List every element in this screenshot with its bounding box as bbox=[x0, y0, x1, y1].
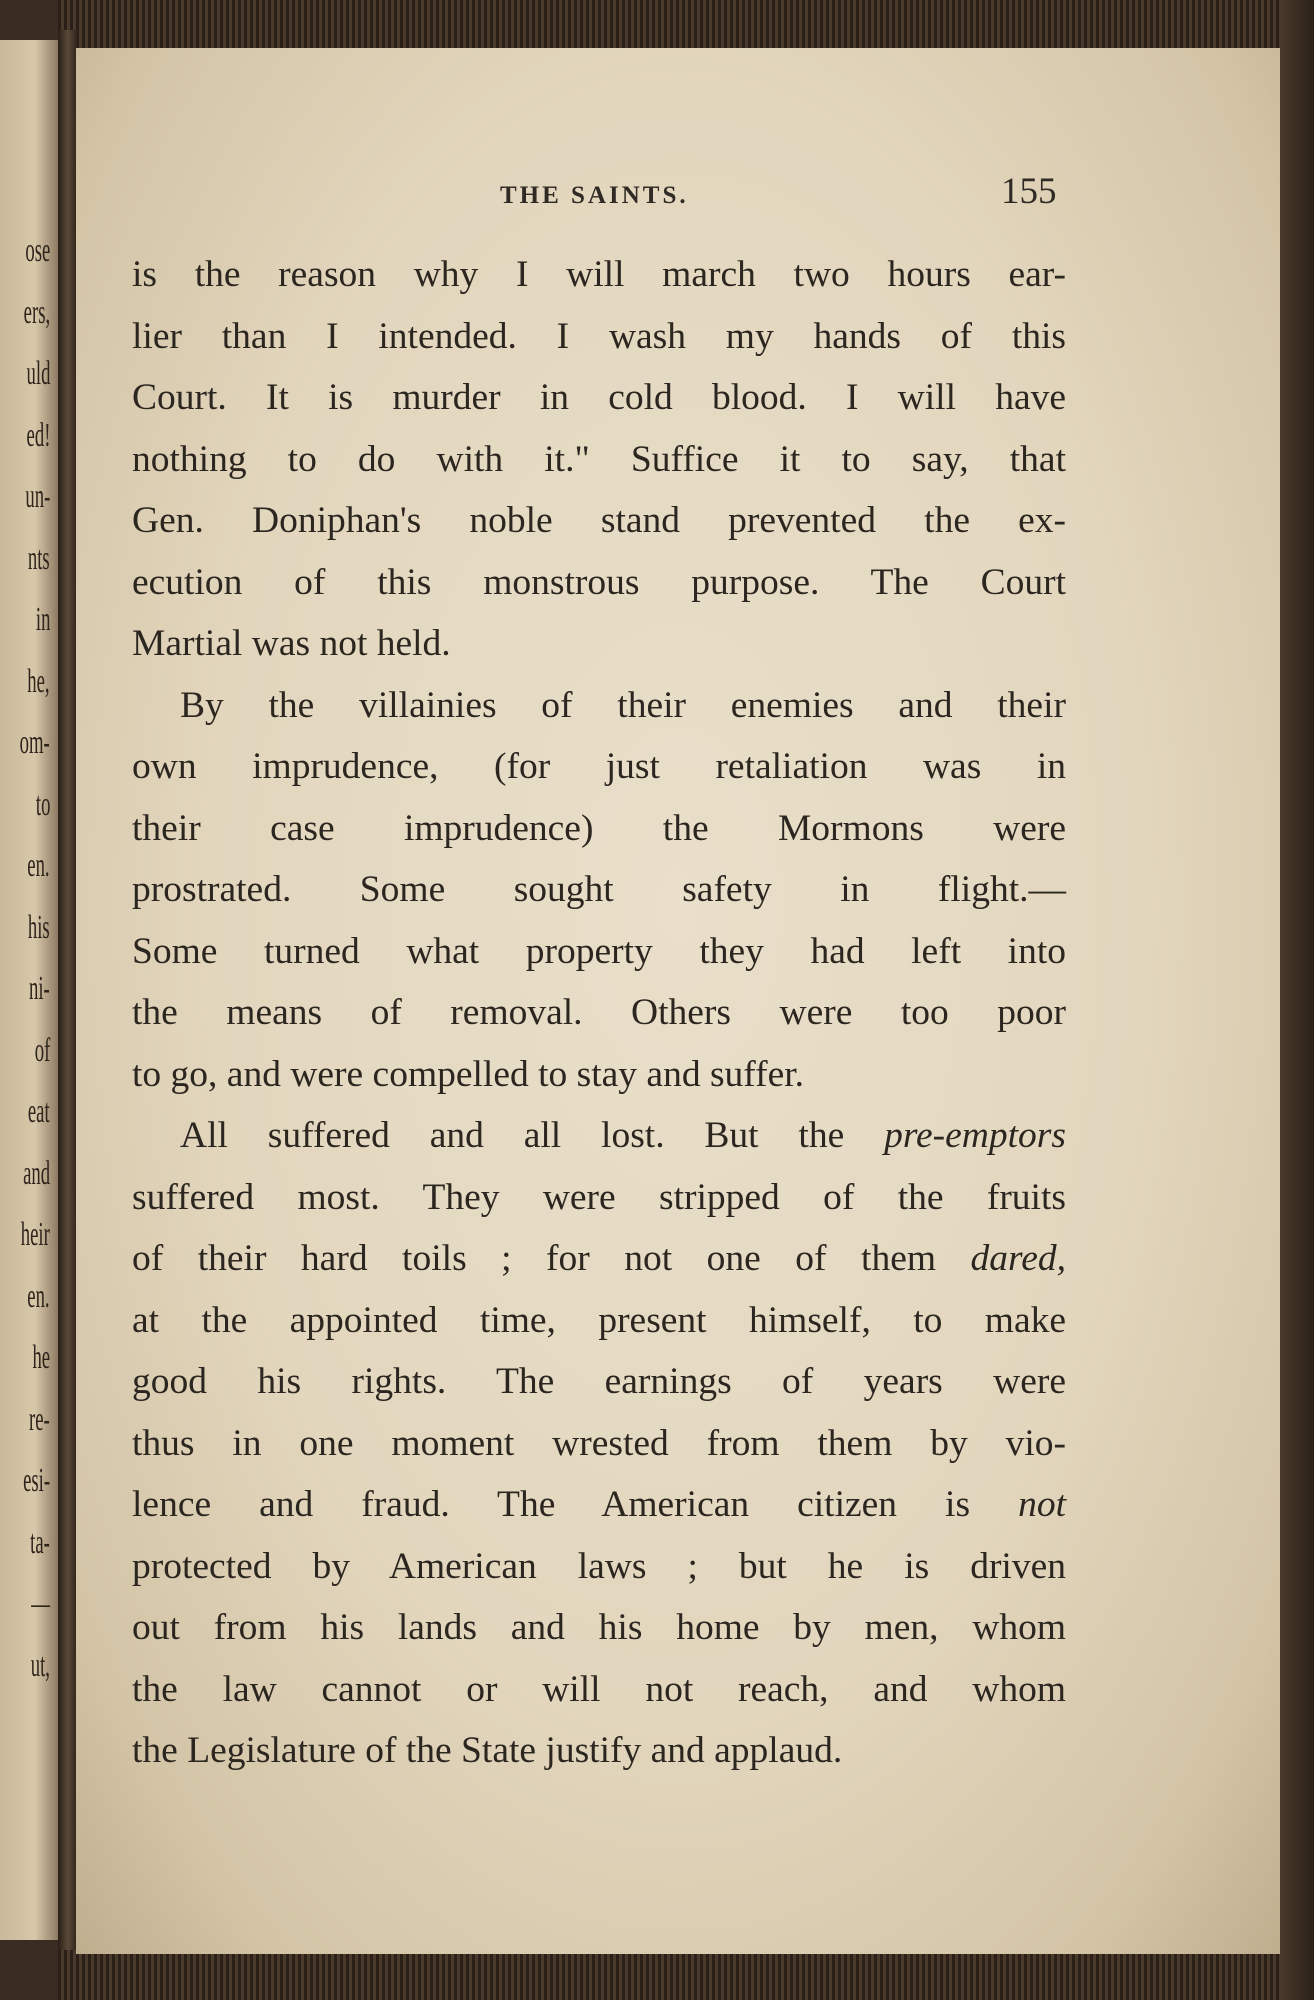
facing-page-fragment: ni- bbox=[29, 970, 50, 1007]
facing-page-fragment: he bbox=[32, 1339, 50, 1376]
book-gutter bbox=[58, 30, 78, 1950]
facing-page-fragment: en. bbox=[27, 847, 50, 884]
facing-page-fragment: uld bbox=[26, 355, 50, 392]
facing-page-fragment: to bbox=[35, 785, 50, 823]
page-header bbox=[76, 166, 1280, 226]
facing-page-fragment: en. bbox=[27, 1277, 50, 1315]
text-run: All suffered and all lost. But the bbox=[180, 1115, 885, 1156]
text-line: good his rights. The earnings of years were bbox=[132, 1361, 1066, 1402]
running-title: THE SAINTS. bbox=[500, 182, 689, 209]
paragraph-3 bbox=[132, 1105, 1066, 1782]
text-line: Court. It is murder in cold blood. I will have bbox=[132, 377, 1066, 418]
text-line: the Legislature of the State justify and applaud. bbox=[132, 1730, 843, 1771]
text-line: Martial was not held. bbox=[132, 623, 451, 664]
facing-page-fragment: ut, bbox=[30, 1646, 50, 1684]
facing-page-fragment: and bbox=[22, 1154, 50, 1192]
text-line: out from his lands and his home by men, whom bbox=[132, 1607, 1066, 1648]
text-line: protected by American laws ; but he is driven bbox=[132, 1545, 1066, 1587]
book-cover-top-edge bbox=[58, 0, 1314, 52]
book-cover-right-edge bbox=[1280, 0, 1314, 2000]
italic-text: pre-emptors bbox=[884, 1115, 1066, 1156]
facing-page-fragment: ose bbox=[25, 232, 50, 269]
text-line: ecution of this monstrous purpose. The Court bbox=[132, 561, 1066, 603]
facing-page-fragment: — bbox=[31, 1585, 50, 1622]
text-line: own imprudence, (for just retaliation was in bbox=[132, 746, 1066, 787]
italic-text: dared, bbox=[970, 1238, 1066, 1279]
text-line: their case imprudence) the Mormons were bbox=[132, 807, 1066, 849]
facing-page-fragment: ed! bbox=[26, 416, 50, 454]
text-line: is the reason why I will march two hours ear- bbox=[132, 254, 1066, 295]
text-line bbox=[132, 1474, 1066, 1536]
body-text bbox=[132, 244, 1066, 1782]
facing-page-fragment: esi- bbox=[22, 1462, 50, 1499]
text-line: the means of removal. Others were too poor bbox=[132, 992, 1066, 1033]
text-line bbox=[132, 1228, 1066, 1290]
paragraph-2 bbox=[132, 675, 1066, 1106]
facing-page-fragment: eat bbox=[28, 1093, 50, 1130]
facing-page-fragment: ers, bbox=[23, 293, 50, 331]
facing-page-fragment: un- bbox=[25, 478, 50, 515]
text-line: nothing to do with it." Suffice it to say, that bbox=[132, 438, 1066, 480]
text-line: Some turned what property they had left into bbox=[132, 930, 1066, 972]
book-page bbox=[76, 48, 1280, 1954]
facing-page-fragment: ta- bbox=[30, 1523, 50, 1561]
facing-page-fragment: om- bbox=[19, 724, 50, 761]
text-run: lence and fraud. The American citizen is bbox=[132, 1484, 1019, 1525]
italic-text: not bbox=[1018, 1484, 1066, 1525]
text-line: thus in one moment wrested from them by vio- bbox=[132, 1422, 1066, 1464]
text-line: suffered most. They were stripped of the fruits bbox=[132, 1176, 1066, 1218]
text-line: lier than I intended. I wash my hands of this bbox=[132, 315, 1066, 357]
facing-page-fragment: nts bbox=[28, 539, 50, 577]
text-line: the law cannot or will not reach, and whom bbox=[132, 1668, 1066, 1710]
page-number: 155 bbox=[1001, 171, 1057, 212]
facing-page-edge bbox=[0, 40, 58, 1940]
paragraph-1 bbox=[132, 244, 1066, 675]
facing-page-fragment: heir bbox=[20, 1216, 50, 1253]
facing-page-fragment: re- bbox=[29, 1400, 50, 1438]
facing-page-fragment: his bbox=[28, 908, 50, 946]
book-cover-bottom-edge bbox=[58, 1948, 1314, 2000]
text-line: at the appointed time, present himself, to make bbox=[132, 1299, 1066, 1341]
text-run: of their hard toils ; for not one of them bbox=[132, 1238, 971, 1279]
text-line: prostrated. Some sought safety in flight.— bbox=[132, 869, 1066, 910]
text-line bbox=[132, 1105, 1066, 1167]
text-line: By the villainies of their enemies and their bbox=[180, 684, 1066, 726]
facing-page-fragment: he, bbox=[27, 662, 50, 700]
text-line: Gen. Doniphan's noble stand prevented the ex- bbox=[132, 500, 1066, 541]
text-line: to go, and were compelled to stay and suffer. bbox=[132, 1053, 805, 1095]
facing-page-fragment: of bbox=[34, 1031, 50, 1069]
facing-page-fragment: in bbox=[35, 601, 50, 638]
